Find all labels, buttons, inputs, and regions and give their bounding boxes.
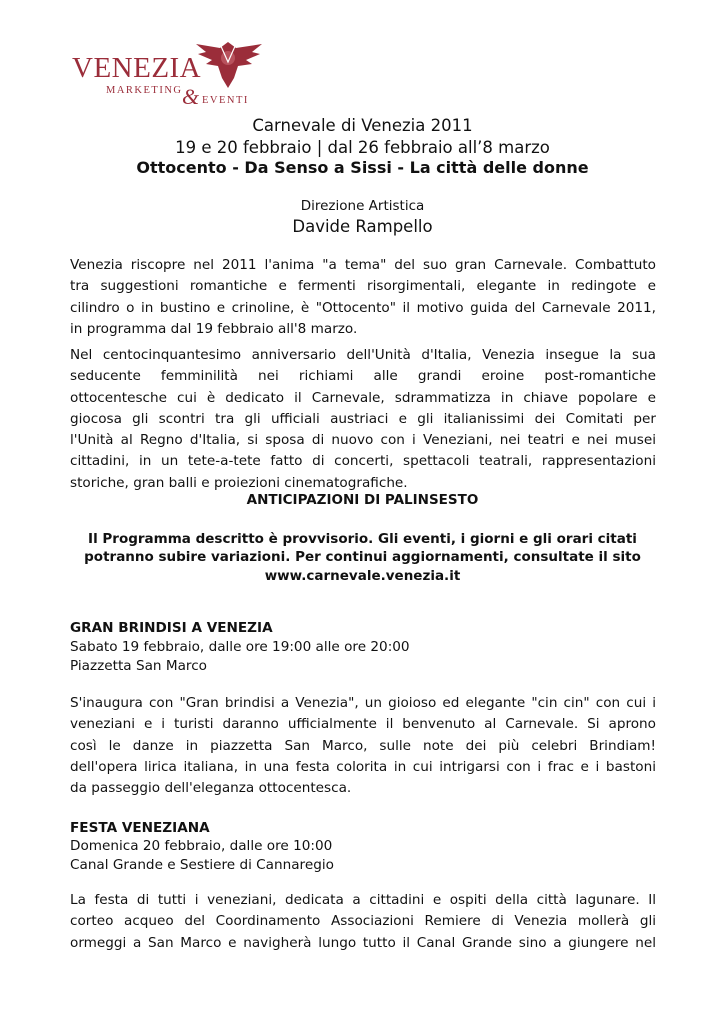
paragraph-line: S'inaugura con "Gran brindisi a Venezia", un gioioso ed elegante "cin cin" con cui i [70,695,656,711]
paragraph-line: Nel centocinquantesimo anniversario dell'Unità d'Italia, Venezia insegue la sua [70,347,656,363]
paragraph-line: cilindro o in bustino e crinoline, è "Ottocento" il motivo guida del Carnevale 2011, [70,299,656,316]
event-description [70,693,656,799]
paragraph-line: da passeggio dell'eleganza ottocentesca. [70,780,352,797]
palinsesto-title: ANTICIPAZIONI DI PALINSESTO [246,492,479,508]
event-title: FESTA VENEZIANA [70,820,210,836]
event-when: Sabato 19 febbraio, dalle ore 19:00 alle ore 20:00 [70,639,410,655]
paragraph-line: ottocentesche cui è dedicato il Carnevale, sdrammatizza in chiave popolare e [70,389,656,406]
header-theme: Ottocento - Da Senso a Sissi - La città delle donne [136,158,589,177]
logo-marketing-text: MARKETING [106,85,183,96]
event-title: GRAN BRINDISI A VENEZIA [70,620,273,636]
direction-name: Davide Rampello [292,217,433,236]
event-where: Canal Grande e Sestiere di Cannaregio [70,857,334,873]
logo-brand-text: VENEZIA [72,52,202,84]
paragraph-line: dell'opera lirica italiana, in una festa colorita in cui intrigarsi con i frac e i bastoni [70,758,656,775]
event-where: Piazzetta San Marco [70,658,207,674]
palinsesto-notice-line: Il Programma descritto è provvisorio. Gli eventi, i giorni e gli orari citati [88,531,637,547]
logo-ampersand: & [182,84,200,109]
paragraph-line: tra suggestioni romantiche e fermenti risorgimentali, elegante in redingote e [70,278,656,295]
paragraph-line: seducente femminilità nei richiami alle grandi eroine post-romantiche [70,368,656,385]
paragraph-line: l'Unità al Regno d'Italia, si sposa di nuovo con i Veneziani, nei teatri e nei musei [70,432,656,449]
palinsesto-notice-line: potranno subire variazioni. Per continui aggiornamenti, consultate il sito [84,549,641,565]
paragraph-line: così le danze in piazzetta San Marco, sulle note dei più celebri Brindiam! [70,737,656,754]
website-link[interactable]: www.carnevale.venezia.it [264,568,461,584]
intro-paragraph-1 [70,255,656,340]
event-description [70,890,656,954]
paragraph-line: La festa di tutti i veneziani, dedicata a cittadini e ospiti della città lagunare. Il [70,892,656,908]
header-title: Carnevale di Venezia 2011 [252,116,473,135]
paragraph-line: veneziani e i turisti daranno ufficialmente il benvenuto al Carnevale. Si aprono [70,716,656,733]
paragraph-line: corteo acqueo del Coordinamento Associazioni Remiere di Venezia mollerà gli [70,913,656,930]
paragraph-line: giocosa gli scontri tra gli ufficiali austriaci e gli italianissimi dei Comitati per [70,410,656,427]
event-when: Domenica 20 febbraio, dalle ore 10:00 [70,838,333,854]
winged-lion-logo-icon [190,38,268,94]
direction-label: Direzione Artistica [300,198,425,214]
paragraph-line: Venezia riscopre nel 2011 l'anima "a tema" del suo gran Carnevale. Combattuto [70,257,656,273]
paragraph-line: in programma dal 19 febbraio all'8 marzo. [70,320,358,337]
paragraph-line: storiche, gran balli e proiezioni cinematografiche. [70,474,408,491]
intro-paragraph-2 [70,345,656,494]
logo-eventi-text: EVENTI [202,95,249,106]
paragraph-line: ormeggi a San Marco e navigherà lungo tutto il Canal Grande sino a giungere nel [70,934,656,951]
paragraph-line: cittadini, in un tete-a-tete fatto di concerti, spettacoli teatrali, rappresentazioni [70,453,656,470]
header-dates: 19 e 20 febbraio | dal 26 febbraio all’8 marzo [175,138,550,157]
venezia-marketing-eventi-logo [70,38,270,110]
